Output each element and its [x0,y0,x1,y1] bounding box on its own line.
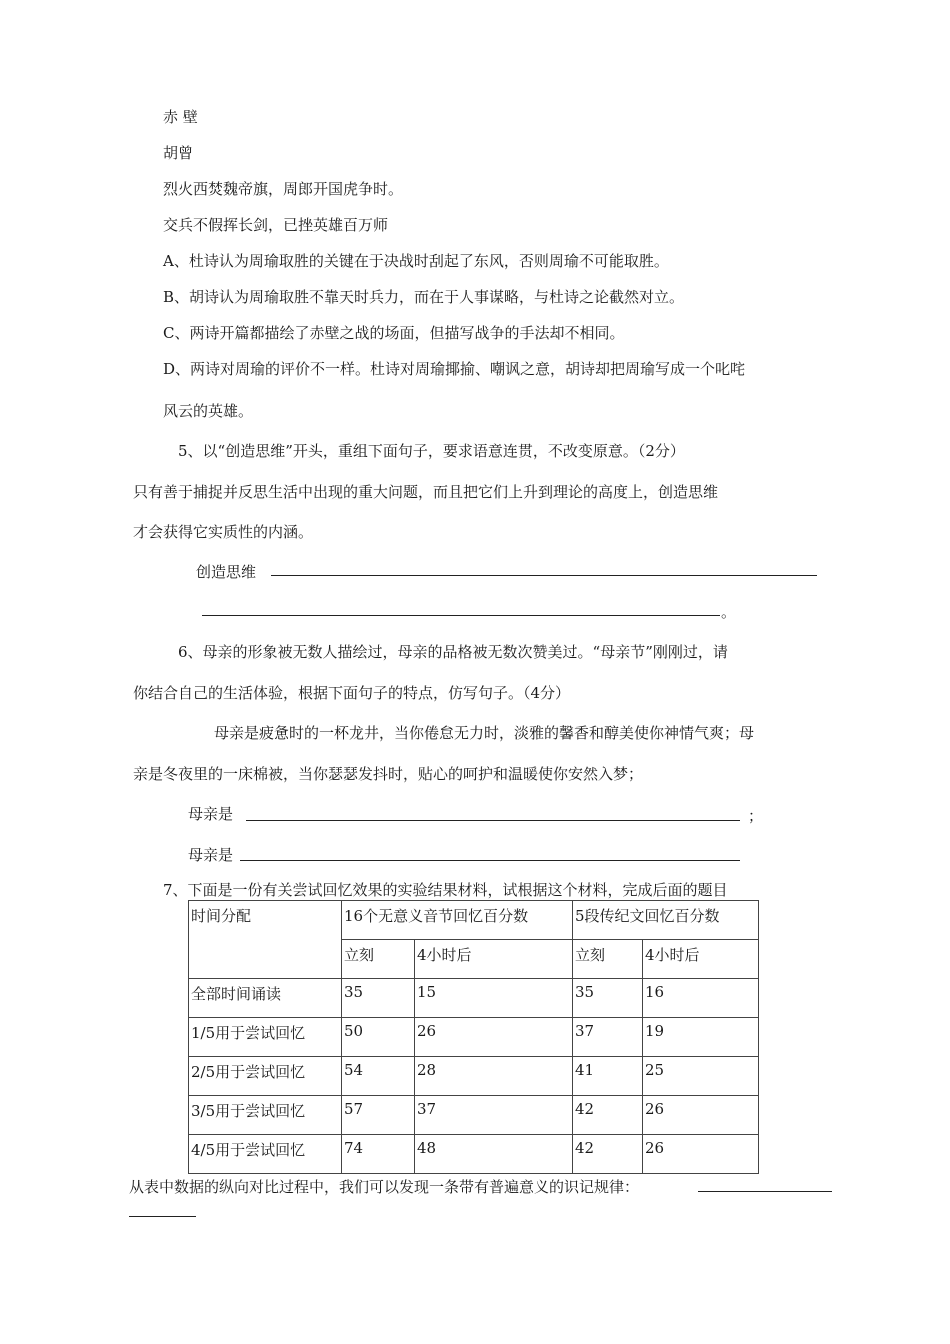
table-cell: 28 [415,1057,573,1096]
option-c: C、两诗开篇都描绘了赤壁之战的场面，但描写战争的手法却不相同。 [163,324,625,342]
recall-results-table [188,900,759,1174]
table-cell: 3/5用于尝试回忆 [189,1096,342,1135]
q5-sentence-line-1: 只有善于捕捉并反思生活中出现的重大问题，而且把它们上升到理论的高度上，创造思维 [133,483,719,501]
table-cell: 37 [573,1018,643,1057]
q6-prompt-line-1: 6、母亲的形象被无数人描绘过，母亲的品格被无数次赞美过。“母亲节”刚刚过，请 [178,643,728,661]
option-b: B、胡诗认为周瑜取胜不靠天时兵力，而在于人事谋略，与杜诗之论截然对立。 [163,288,685,306]
table-row [189,1135,759,1174]
q5-sentence-line-2: 才会获得它实质性的内涵。 [133,523,314,541]
table-row [189,1096,759,1135]
table-cell: 1/5用于尝试回忆 [189,1018,342,1057]
table-cell: 42 [573,1135,643,1174]
q5-prompt: 5、以“创造思维”开头，重组下面句子，要求语意连贯，不改变原意。（2分） [178,442,685,460]
q5-answer-line-2[interactable] [202,615,720,616]
poem-line-1: 烈火西焚魏帝旗，周郎开国虎争时。 [163,180,404,198]
header-nonsense-syllables: 16个无意义音节回忆百分数 [342,901,573,940]
q7-answer-line-2[interactable] [129,1216,196,1217]
header-time-allocation: 时间分配 [189,901,342,979]
table-row [189,979,759,1018]
table-header-row [189,901,759,940]
table-cell: 16 [643,979,759,1018]
table-cell: 74 [342,1135,415,1174]
header-biography: 5段传纪文回忆百分数 [573,901,759,940]
table-cell: 57 [342,1096,415,1135]
table-cell: 26 [415,1018,573,1057]
table-cell: 全部时间诵读 [189,979,342,1018]
subheader-immediate: 立刻 [342,940,415,979]
subheader-after-4h: 4小时后 [415,940,573,979]
table-cell: 41 [573,1057,643,1096]
q6-blank-1-end: ； [748,807,764,825]
table-cell: 48 [415,1135,573,1174]
table-row [189,1057,759,1096]
table-cell: 26 [643,1096,759,1135]
q6-answer-line-2[interactable] [240,860,740,861]
q6-answer-line-1[interactable] [246,820,740,821]
poem-line-2: 交兵不假挥长剑，已挫英雄百万师 [163,216,389,234]
table-cell: 35 [342,979,415,1018]
subheader-after-4h: 4小时后 [643,940,759,979]
table-cell: 15 [415,979,573,1018]
q6-example-line-2: 亲是冬夜里的一床棉被，当你瑟瑟发抖时，贴心的呵护和温暖使你安然入梦； [133,765,644,783]
option-a: A、杜诗认为周瑜取胜的关键在于决战时刮起了东风，否则周瑜不可能取胜。 [163,252,669,270]
q7-conclusion-prompt: 从表中数据的纵向对比过程中，我们可以发现一条带有普遍意义的识记规律： [129,1178,640,1196]
table-cell: 2/5用于尝试回忆 [189,1057,342,1096]
poem-author: 胡曾 [163,144,194,162]
option-d-line-2: 风云的英雄。 [163,402,254,420]
table-cell: 19 [643,1018,759,1057]
table-cell: 37 [415,1096,573,1135]
subheader-immediate: 立刻 [573,940,643,979]
q5-end-mark: 。 [721,603,737,621]
q6-blank-2-label: 母亲是 [188,846,234,864]
table-row [189,1018,759,1057]
table-cell: 54 [342,1057,415,1096]
q6-example-line-1: 母亲是疲惫时的一杯龙井，当你倦怠无力时，淡雅的馨香和醇美使你神情气爽；母 [214,724,755,742]
table-cell: 42 [573,1096,643,1135]
table-cell: 25 [643,1057,759,1096]
q7-prompt: 7、下面是一份有关尝试回忆效果的实验结果材料，试根据这个材料，完成后面的题目 [163,881,728,899]
poem-title: 赤 壁 [163,108,198,126]
table-cell: 26 [643,1135,759,1174]
q6-blank-1-label: 母亲是 [188,805,234,823]
q5-answer-line-1[interactable] [271,575,817,576]
table-cell: 4/5用于尝试回忆 [189,1135,342,1174]
option-d-line-1: D、两诗对周瑜的评价不一样。杜诗对周瑜揶揄、嘲讽之意，胡诗却把周瑜写成一个叱咤 [163,360,746,378]
q5-answer-label: 创造思维 [196,563,257,581]
table-cell: 35 [573,979,643,1018]
q7-answer-line-1[interactable] [698,1191,832,1192]
q6-prompt-line-2: 你结合自己的生活体验，根据下面句子的特点，仿写句子。（4分） [133,684,571,702]
table-cell: 50 [342,1018,415,1057]
